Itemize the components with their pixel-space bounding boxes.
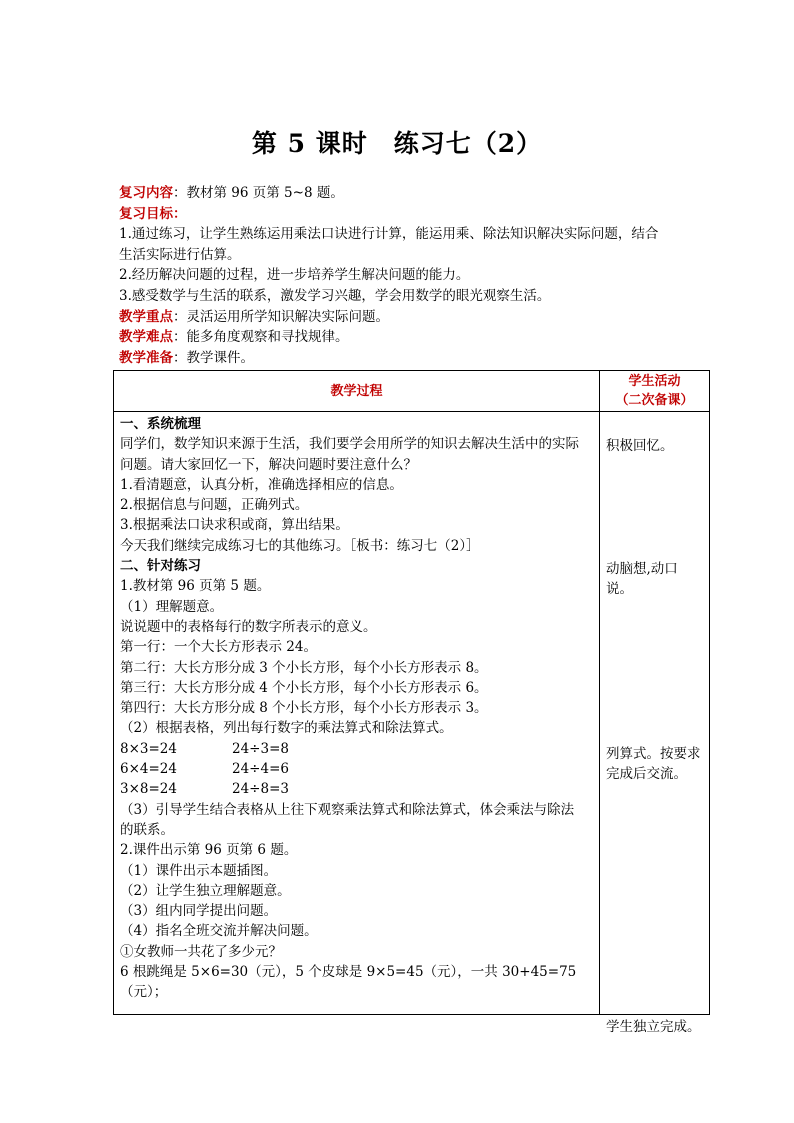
key-point-line [119, 307, 689, 328]
process-line: 今天我们继续完成练习七的其他练习。［板书：练习七（2）］ [120, 537, 480, 554]
activity-header-line-2: （二次备课） [615, 393, 694, 408]
equation-row [120, 739, 594, 759]
process-line: ①女教师一共花了多少元？ [120, 943, 282, 960]
equation-row [120, 759, 594, 779]
process-cell [114, 412, 600, 1015]
process-line: （1）理解题意。 [120, 598, 224, 615]
activity-cell [600, 412, 710, 1035]
process-line: 的联系。 [120, 821, 174, 838]
page-title: 第 5 课时 练习七（2） [251, 129, 543, 158]
review-goal-label: 复习目标 [119, 205, 173, 222]
process-line: 同学们，数学知识来源于生活，我们要学会用所学的知识去解决生活中的实际 [120, 436, 579, 453]
process-line: 1.看清题意，认真分析，准确选择相应的信息。 [120, 476, 403, 493]
section-heading: 二、针对练习 [120, 558, 201, 575]
process-line: 1.教材第 96 页第 5 题。 [120, 578, 271, 595]
process-line: 3.根据乘法口诀求积或商，算出结果。 [120, 517, 349, 534]
process-line: 6 根跳绳是 5×6=30（元），5 个皮球是 9×5=45（元），一共 30+45=75 [120, 964, 577, 981]
difficulty-label: 教学难点 [119, 329, 173, 346]
equation-row [120, 779, 594, 799]
review-goal-colon: ： [173, 205, 187, 222]
activity-note: 动脑想,动口说。 [606, 561, 678, 598]
key-point-text: ：灵活运用所学知识解决实际问题。 [173, 308, 389, 325]
preparation-label: 教学准备 [119, 349, 173, 366]
process-content [114, 412, 599, 1003]
key-point-label: 教学重点 [119, 308, 173, 325]
preparation-text: ：教学课件。 [173, 349, 254, 366]
process-line: （3）组内同学提出问题。 [120, 903, 278, 920]
goal-1-line-b: 生活实际进行估算。 [119, 246, 241, 263]
process-line: 2.课件出示第 96 页第 6 题。 [120, 842, 298, 859]
process-line: 问题。请大家回忆一下，解决问题时要注意什么？ [120, 456, 417, 473]
process-line: 第一行：一个大长方形表示 24。 [120, 639, 317, 656]
division-equation: 24÷8=3 [232, 781, 289, 798]
review-goal-line [119, 204, 689, 225]
multiplication-equation: 3×8=24 [120, 781, 177, 798]
review-content-label: 复习内容 [119, 185, 173, 201]
process-line: （4）指名全班交流并解决问题。 [120, 923, 318, 940]
process-header: 教学过程 [114, 371, 600, 412]
activity-header-line-1: 学生活动 [628, 374, 681, 389]
activity-header [600, 371, 710, 412]
division-equation: 24÷4=6 [232, 761, 289, 778]
table-body-row [114, 412, 710, 1015]
goal-3-line: 3.感受数学与生活的联系，激发学习兴趣，学会用数学的眼光观察生活。 [119, 287, 551, 304]
process-line: （2）让学生独立理解题意。 [120, 882, 291, 899]
multiplication-equation: 6×4=24 [120, 761, 177, 778]
review-content-line [119, 183, 689, 204]
lesson-meta [119, 183, 689, 368]
process-line: 第三行：大长方形分成 4 个小长方形，每个小长方形表示 6。 [120, 679, 488, 696]
difficulty-line [119, 327, 689, 348]
process-line: （3）引导学生结合表格从上往下观察乘法算式和除法算式，体会乘法与除法 [120, 801, 575, 818]
activity-note: 学生独立完成。 [606, 1019, 701, 1035]
process-line: 说说题中的表格每行的数字所表示的意义。 [120, 618, 377, 635]
process-line: （2）根据表格，列出每行数字的乘法算式和除法算式。 [120, 720, 453, 737]
goal-2-line: 2.经历解决问题的过程，进一步培养学生解决问题的能力。 [119, 267, 470, 284]
process-line: （1）课件出示本题插图。 [120, 862, 278, 879]
activity-note: 积极回忆。 [606, 438, 674, 454]
lesson-plan-table [113, 370, 710, 1035]
division-equation: 24÷3=8 [232, 740, 289, 757]
multiplication-equation: 8×3=24 [120, 740, 177, 757]
process-line: 第二行：大长方形分成 3 个小长方形，每个小长方形表示 8。 [120, 659, 488, 676]
goal-1-line-a: 1.通过练习，让学生熟练运用乘法口诀进行计算，能运用乘、除法知识解决实际问题，结合 [119, 226, 659, 243]
process-line: （元）； [120, 984, 168, 1001]
table-header-row [114, 371, 710, 412]
difficulty-text: ：能多角度观察和寻找规律。 [173, 329, 349, 346]
preparation-line [119, 348, 689, 369]
activity-note: 列算式。按要求完成后交流。 [606, 746, 701, 783]
section-heading: 一、系统梳理 [120, 416, 201, 432]
process-line: 第四行：大长方形分成 8 个小长方形，每个小长方形表示 3。 [120, 700, 488, 717]
process-line: 2.根据信息与问题，正确列式。 [120, 497, 309, 514]
review-content-text: ：教材第 96 页第 5~8 题。 [173, 185, 344, 201]
